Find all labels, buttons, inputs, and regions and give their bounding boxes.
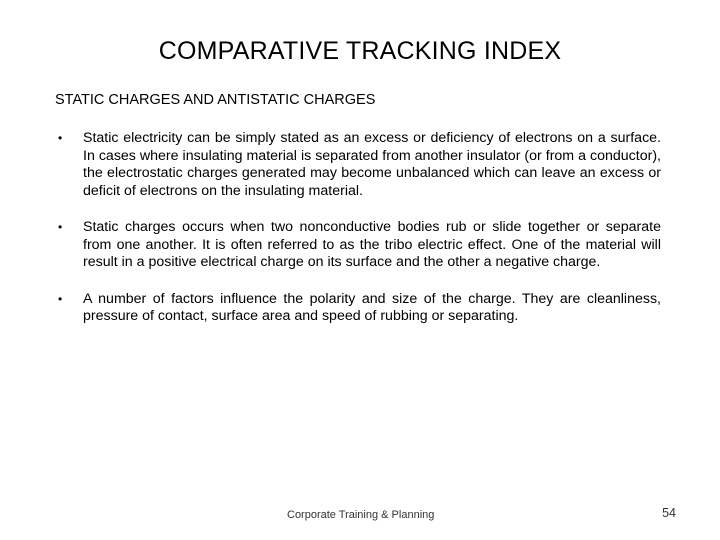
bullet-text: A number of factors influence the polarity and size of the charge. They are cleanliness, pressure of contact, surface area and speed of rubbing or separating.: [83, 290, 661, 324]
page-number: 54: [662, 506, 676, 520]
bullet-text: Static electricity can be simply stated as an excess or deficiency of electrons on a surface. In cases where insulating material is separated from another insulator (or from a conductor), the electrostatic charges generated may become unbalanced which can leave an excess or deficit of electrons on the insulating material.: [83, 130, 661, 199]
bullet-list: [55, 130, 661, 345]
bullet-text: Static charges occurs when two nonconductive bodies rub or slide together or separate from one another. It is often referred to as the tribo electric effect. One of the material will result in a positive electrical charge on its surface and the other a negative charge.: [83, 219, 661, 270]
bullet-item: [55, 130, 661, 200]
bullet-dot-icon: •: [58, 220, 63, 234]
slide-subtitle: STATIC CHARGES AND ANTISTATIC CHARGES: [55, 92, 376, 108]
bullet-item: [55, 219, 661, 272]
footer-text: Corporate Training & Planning: [287, 509, 435, 521]
bullet-dot-icon: •: [58, 291, 63, 306]
bullet-item: [55, 291, 661, 326]
slide-title: COMPARATIVE TRACKING INDEX: [158, 37, 562, 65]
bullet-dot-icon: •: [58, 131, 63, 145]
